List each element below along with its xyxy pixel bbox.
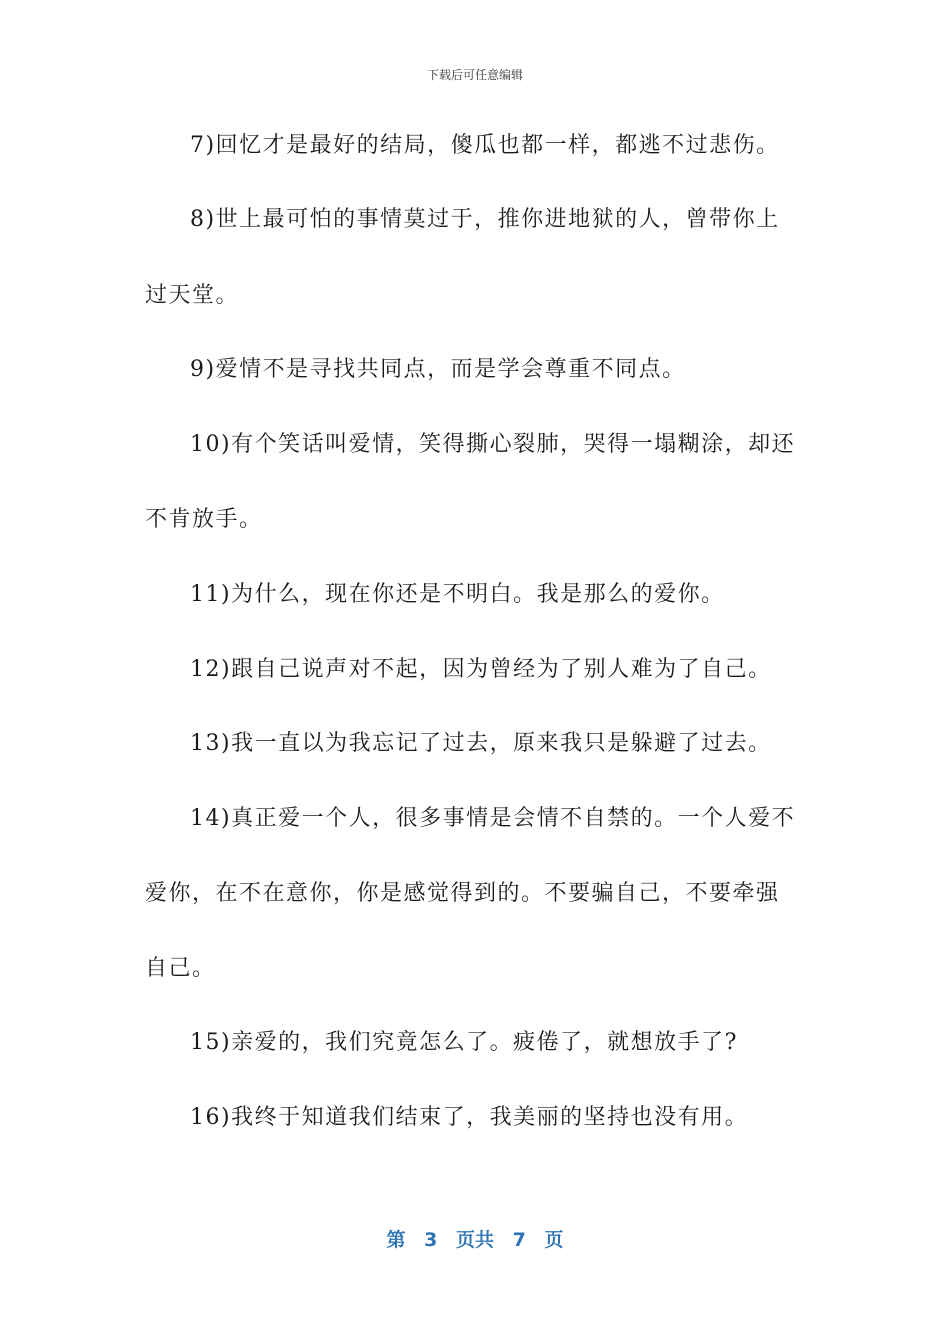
paragraph-11: 11)为什么，现在你还是不明白。我是那么的爱你。 (190, 582, 725, 607)
paragraph-14: 14)真正爱一个人，很多事情是会情不自禁的。一个人爱不 (190, 806, 796, 831)
paragraph-9: 9)爱情不是寻找共同点，而是学会尊重不同点。 (190, 357, 686, 382)
footer-suffix: 页 (544, 1229, 564, 1251)
paragraph-7: 7)回忆才是最好的结局，傻瓜也都一样，都逃不过悲伤。 (190, 133, 780, 158)
footer-prefix: 第 (386, 1229, 406, 1251)
total-page-number: 7 (512, 1229, 526, 1251)
page-footer (0, 1225, 950, 1252)
paragraph-16: 16)我终于知道我们结束了，我美丽的坚持也没有用。 (190, 1105, 749, 1130)
paragraph-13: 13)我一直以为我忘记了过去，原来我只是躲避了过去。 (190, 731, 772, 756)
page-header: 下载后可任意编辑 (426, 68, 523, 82)
paragraph-15: 15)亲爱的，我们究竟怎么了。疲倦了，就想放手了? (190, 1030, 738, 1055)
paragraph-10: 10)有个笑话叫爱情，笑得撕心裂肺，哭得一塌糊涂，却还 (190, 432, 796, 457)
paragraph-12: 12)跟自己说声对不起，因为曾经为了别人难为了自己。 (190, 657, 772, 682)
footer-middle: 页共 (455, 1229, 494, 1251)
paragraph-14-continued: 爱你，在不在意你，你是感觉得到的。不要骗自己，不要牵强 (145, 881, 780, 906)
paragraph-14-end: 自己。 (145, 956, 216, 981)
paragraph-10-continued: 不肯放手。 (145, 507, 263, 532)
paragraph-8-continued: 过天堂。 (145, 283, 240, 308)
paragraph-8: 8)世上最可怕的事情莫过于，推你进地狱的人，曾带你上 (190, 207, 780, 232)
current-page-number: 3 (424, 1229, 438, 1251)
